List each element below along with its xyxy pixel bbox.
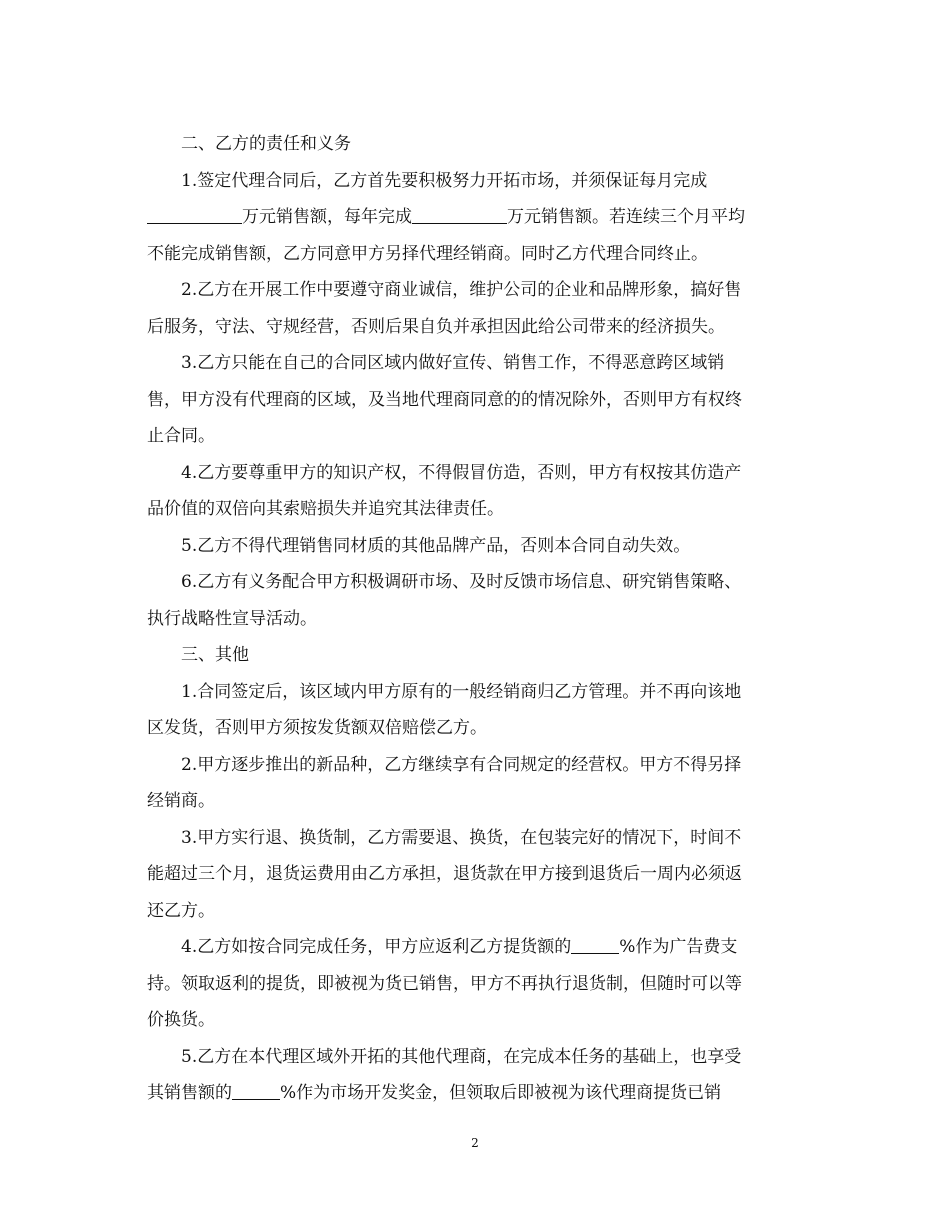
paragraph-line: 5.乙方不得代理销售同材质的其他品牌产品，否则本合同自动失效。 [181, 535, 691, 556]
paragraph-line: 止合同。 [147, 426, 215, 446]
paragraph-line: 1.签定代理合同后，乙方首先要积极努力开拓市场，并须保证每月完成 [181, 170, 708, 191]
text-segment: 其销售额的 [147, 1083, 232, 1103]
paragraph-line: 3.甲方实行退、换货制，乙方需要退、换货，在包装完好的情况下，时间不 [181, 827, 742, 848]
page-number: 2 [471, 1136, 479, 1150]
paragraph-line [147, 199, 802, 236]
fill-in-blank [232, 1081, 280, 1100]
paragraph-line: 4.乙方要尊重甲方的知识产权，不得假冒仿造，否则，甲方有权按其仿造产 [181, 462, 742, 483]
paragraph-line: 6.乙方有义务配合甲方积极调研市场、及时反馈市场信息、研究销售策略、 [181, 572, 742, 592]
text-segment: 万元销售额，每年完成 [242, 207, 412, 227]
paragraph-line: 价换货。 [147, 1010, 215, 1030]
paragraph-line [147, 1075, 802, 1112]
paragraph-line: 售，甲方没有代理商的区域，及当地代理商同意的的情况除外，否则甲方有权终 [147, 389, 742, 410]
paragraph-line: 不能完成销售额，乙方同意甲方另择代理经销商。同时乙方代理合同终止。 [147, 243, 708, 264]
paragraph-line: 3.乙方只能在自己的合同区域内做好宣传、销售工作，不得恶意跨区域销 [181, 353, 725, 373]
paragraph-line: 能超过三个月，退货运费用由乙方承担，退货款在甲方接到退货后一周内必须返 [147, 864, 742, 884]
section-heading: 二、乙方的责任和义务 [181, 134, 351, 154]
paragraph-line: 1.合同签定后，该区域内甲方原有的一般经销商归乙方管理。并不再向该地 [181, 681, 742, 702]
paragraph-line: 持。领取返利的提货，即被视为货已销售，甲方不再执行退货制，但随时可以等 [147, 973, 742, 994]
paragraph-line: 后服务，守法、守规经营，否则后果自负并承担因此给公司带来的经济损失。 [147, 316, 725, 337]
text-segment: %作为广告费支 [619, 937, 738, 957]
fill-in-blank [412, 205, 507, 224]
paragraph-line: 2.乙方在开展工作中要遵守商业诚信，维护公司的企业和品牌形象，搞好售 [181, 280, 742, 300]
fill-in-blank [571, 935, 619, 954]
text-segment: 万元销售额。若连续三个月平均 [507, 207, 745, 227]
text-segment: 4.乙方如按合同完成任务，甲方应返利乙方提货额的 [181, 937, 572, 957]
text-segment: %作为市场开发奖金，但领取后即被视为该代理商提货已销 [280, 1083, 722, 1103]
paragraph-line [147, 929, 802, 966]
section-heading: 三、其他 [181, 645, 249, 665]
paragraph-line: 执行战略性宣导活动。 [147, 608, 317, 629]
paragraph-line: 还乙方。 [147, 900, 215, 921]
paragraph-line: 品价值的双倍向其索赔损失并追究其法律责任。 [147, 499, 504, 519]
paragraph-line: 5.乙方在本代理区域外开拓的其他代理商，在完成本任务的基础上，也享受 [181, 1046, 742, 1067]
fill-in-blank [147, 205, 242, 224]
document-body [147, 126, 802, 1112]
paragraph-line: 2.甲方逐步推出的新品种，乙方继续享有合同规定的经营权。甲方不得另择 [181, 754, 742, 775]
paragraph-line: 经销商。 [147, 791, 215, 811]
paragraph-line: 区发货，否则甲方须按发货额双倍赔偿乙方。 [147, 718, 487, 738]
